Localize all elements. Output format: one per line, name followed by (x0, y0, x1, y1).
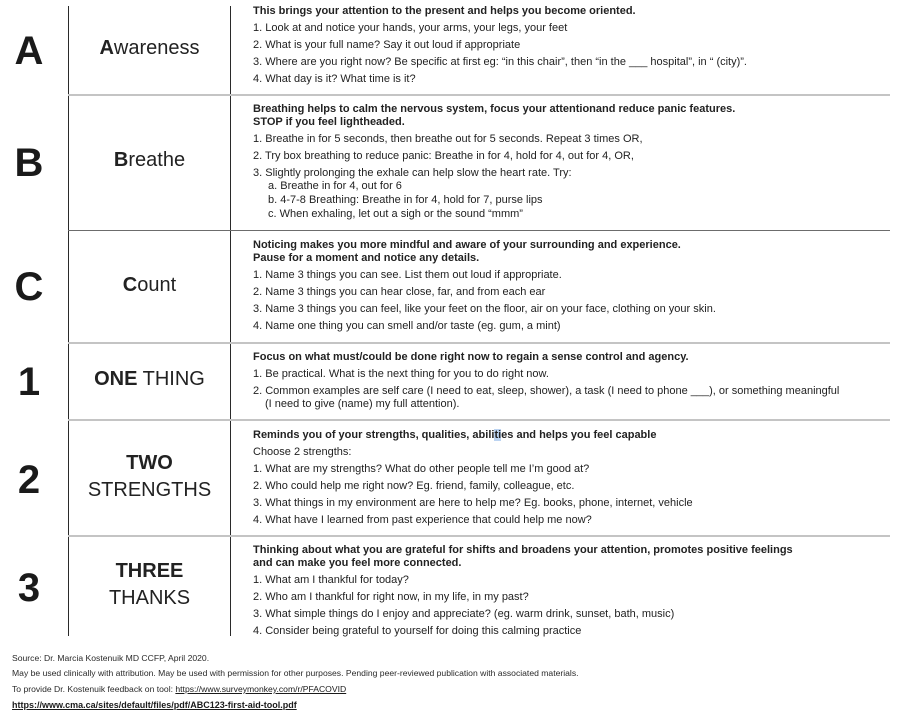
row-divider-a-b (68, 94, 890, 96)
row-content (253, 544, 883, 642)
list-item: 2. Who am I thankful for right now, in my life, in my past? (253, 591, 529, 603)
list-item: 1. What am I thankful for today? (253, 574, 409, 586)
list-item: 1. What are my strengths? What do other people tell me I’m good at? (253, 463, 590, 475)
row-intro: Breathing helps to calm the nervous system, focus your attentionand reduce panic features. (253, 103, 736, 115)
list-item: 4. Consider being grateful to yourself for doing this calming practice (253, 625, 582, 637)
sub-list-item: c. When exhaling, let out a sigh or the sound “mmm” (268, 208, 523, 220)
list-item: 2. Name 3 things you can hear close, far, and from each ear (253, 286, 546, 298)
row-content (253, 5, 883, 90)
sub-list (253, 180, 883, 221)
list-item-text: 2. Common examples are self care (I need to eat, sleep, shower), a task (I need to phone ___), or something meaningful (253, 385, 840, 397)
intro-text-post: es and helps you feel capable (501, 429, 657, 441)
row-content (253, 239, 883, 337)
row-content (253, 103, 883, 222)
row-intro-2: and can make you feel more connected. (253, 557, 462, 569)
label-rest: THANKS (108, 587, 191, 609)
label-rest: reathe (128, 149, 186, 171)
feedback-link[interactable]: https://www.surveymonkey.com/r/PFACOVID (175, 684, 347, 694)
list-item (253, 167, 883, 221)
list-item: 1. Be practical. What is the next thing for you to do right now. (253, 368, 549, 380)
label-rest: wareness (113, 37, 200, 59)
list-item: 3. What things in my environment are here to help me? Eg. books, phone, internet, vehicle (253, 497, 693, 509)
row-intro: Noticing makes you more mindful and aware of your surrounding and experience. (253, 239, 681, 251)
item-list (253, 269, 883, 333)
sub-list-item: b. 4-7-8 Breathing: Breathe in for 4, hold for 7, purse lips (268, 194, 543, 206)
item-list (253, 22, 883, 86)
row-intro: This brings your attention to the present and helps you become oriented. (253, 5, 636, 17)
list-item: 3. Where are you right now? Be specific at first eg: “in this chair”, then “in the ___ hospital”, in “ (city)”. (253, 56, 747, 68)
list-item: 3. Name 3 things you can feel, like your feet on the floor, air on your face, clothing on your skin. (253, 303, 716, 315)
list-item: 1. Breathe in for 5 seconds, then breathe out for 5 seconds. Repeat 3 times OR, (253, 133, 643, 145)
source-citation: Source: Dr. Marcia Kostenuik MD CCFP, April 2020. (12, 653, 210, 663)
column-divider-right (230, 6, 231, 636)
label-bold: C (122, 274, 138, 296)
list-item (253, 385, 883, 411)
list-item: 1. Look at and notice your hands, your arms, your legs, your feet (253, 22, 568, 34)
row-divider-c-1 (68, 342, 890, 344)
label-bold: THREE (115, 560, 184, 582)
item-list (253, 368, 883, 411)
row-letter: B (14, 141, 44, 185)
row-intro: Focus on what must/could be done right now to regain a sense control and agency. (253, 351, 689, 363)
item-list (253, 574, 883, 638)
row-content (253, 429, 883, 531)
row-label (69, 272, 230, 299)
list-item: 2. Who could help me right now? Eg. friend, family, colleague, etc. (253, 480, 575, 492)
row-number: 2 (17, 458, 41, 502)
row-label (69, 147, 230, 174)
feedback-prefix: To provide Dr. Kostenuik feedback on tool: (12, 684, 176, 694)
row-label (69, 366, 230, 393)
list-item: 2. What is your full name? Say it out loud if appropriate (253, 39, 521, 51)
item-list (253, 133, 883, 221)
row-instruction: Choose 2 strengths: (253, 446, 352, 458)
row-divider-1-2 (68, 419, 890, 421)
column-divider-left (68, 6, 69, 636)
row-intro: Thinking about what you are grateful for shifts and broadens your attention, promotes positive feelings (253, 544, 793, 556)
list-item: 3. What simple things do I enjoy and appreciate? (eg. warm drink, sunset, bath, music) (253, 608, 675, 620)
list-item: 4. What day is it? What time is it? (253, 73, 416, 85)
row-label (69, 35, 230, 62)
label-rest: THING (137, 368, 205, 390)
list-item-text: 3. Slightly prolonging the exhale can help slow the heart rate. Try: (253, 167, 572, 179)
source-footer (12, 651, 579, 712)
list-item: 4. Name one thing you can smell and/or taste (eg. gum, a mint) (253, 320, 561, 332)
usage-note: May be used clinically with attribution. May be used with permission for other purposes. Pending peer-reviewed publication with associated materials. (12, 668, 579, 678)
text-selection-highlight: ti (494, 429, 502, 441)
list-item: 4. What have I learned from past experience that could help me now? (253, 514, 592, 526)
list-item: 2. Try box breathing to reduce panic: Breathe in for 4, hold for 4, out for 4, OR, (253, 150, 634, 162)
pdf-link[interactable]: https://www.cma.ca/sites/default/files/pdf/ABC123-first-aid-tool.pdf (12, 700, 297, 710)
row-intro-2: Pause for a moment and notice any details. (253, 252, 480, 264)
item-list (253, 463, 883, 527)
row-intro-warning: STOP if you feel lightheaded. (253, 116, 405, 128)
label-bold: TWO (126, 452, 173, 474)
label-bold: A (99, 37, 114, 59)
row-content (253, 351, 883, 415)
row-intro (253, 429, 883, 442)
row-divider-b-c (68, 230, 890, 231)
list-item-continuation: (I need to give (name) my full attention). (265, 398, 460, 410)
row-divider-2-3 (68, 535, 890, 537)
list-item: 1. Name 3 things you can see. List them out loud if appropriate. (253, 269, 562, 281)
label-bold: ONE (94, 368, 138, 390)
intro-text-pre: Reminds you of your strengths, qualities, abili (253, 429, 495, 441)
row-letter: A (14, 29, 44, 73)
row-letter: C (14, 265, 44, 309)
row-label (69, 450, 230, 504)
feedback-line (12, 682, 579, 696)
label-bold: B (113, 149, 129, 171)
label-rest: ount (137, 274, 177, 296)
row-number: 1 (17, 360, 41, 404)
sub-list-item: a. Breathe in for 4, out for 6 (268, 180, 402, 192)
row-number: 3 (17, 566, 41, 610)
row-label (69, 558, 230, 612)
label-rest: STRENGTHS (87, 479, 212, 501)
